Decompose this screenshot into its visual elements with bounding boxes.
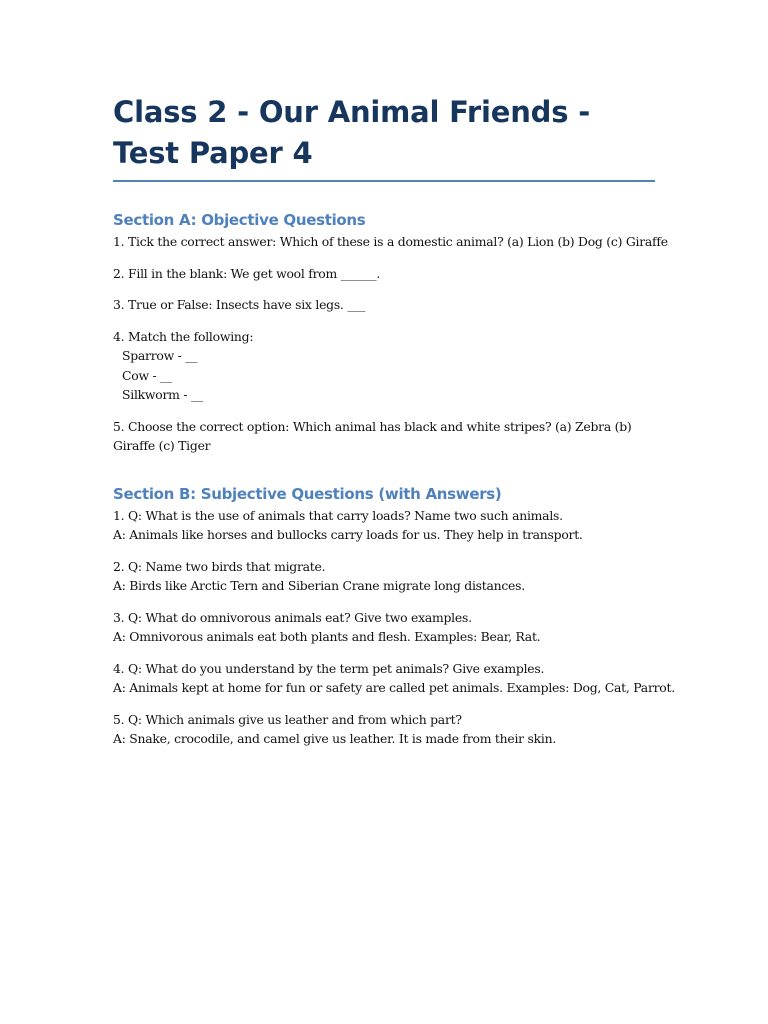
subjective-qa-4 [113,659,675,698]
document-page [113,92,675,761]
match-item-silkworm: Silkworm - __ [122,387,203,402]
objective-question-3 [113,295,655,315]
subjective-qa-2 [113,557,655,596]
question-text: 2. Fill in the blank: We get wool from ______. [113,265,381,281]
question-text: 3. Q: What do omnivorous animals eat? Give two examples. [113,609,472,625]
answer-text: A: Birds like Arctic Tern and Siberian Crane migrate long distances. [113,578,525,593]
subjective-qa-3 [113,608,655,647]
question-text: 3. True or False: Insects have six legs. ___ [113,297,366,312]
answer-text: A: Snake, crocodile, and camel give us leather. It is made from their skin. [113,731,557,746]
question-text: 5. Q: Which animals give us leather and from which part? [113,711,462,727]
subjective-qa-1 [113,506,655,545]
document-title: Class 2 - Our Animal Friends - Test Paper 4 [113,92,655,182]
answer-text: A: Omnivorous animals eat both plants and flesh. Examples: Bear, Rat. [113,629,541,644]
subjective-qa-5 [113,710,655,749]
objective-question-5 [113,417,655,456]
answer-text: A: Animals kept at home for fun or safety are called pet animals. Examples: Dog, Cat, Parrot. [113,680,675,695]
objective-question-4 [113,327,655,405]
question-text: 4. Match the following: [113,328,254,344]
question-text: 1. Tick the correct answer: Which of these is a domestic animal? (a) Lion (b) Dog (c) Giraffe [113,234,668,249]
question-text: 2. Q: Name two birds that migrate. [113,558,326,574]
question-text: 5. Choose the correct option: Which animal has black and white stripes? (a) Zebra (b) Giraffe (c) Tiger [113,418,632,453]
section-a-heading: Section A: Objective Questions [113,211,366,229]
objective-question-2 [113,264,655,284]
objective-question-1 [113,232,668,252]
match-item-sparrow: Sparrow - __ [122,348,198,363]
question-text: 4. Q: What do you understand by the term pet animals? Give examples. [113,660,545,676]
question-text: 1. Q: What is the use of animals that carry loads? Name two such animals. [113,507,563,523]
match-item-cow: Cow - __ [122,367,173,383]
answer-text: A: Animals like horses and bullocks carry loads for us. They help in transport. [113,527,583,542]
section-b-heading: Section B: Subjective Questions (with Answers) [113,484,502,503]
